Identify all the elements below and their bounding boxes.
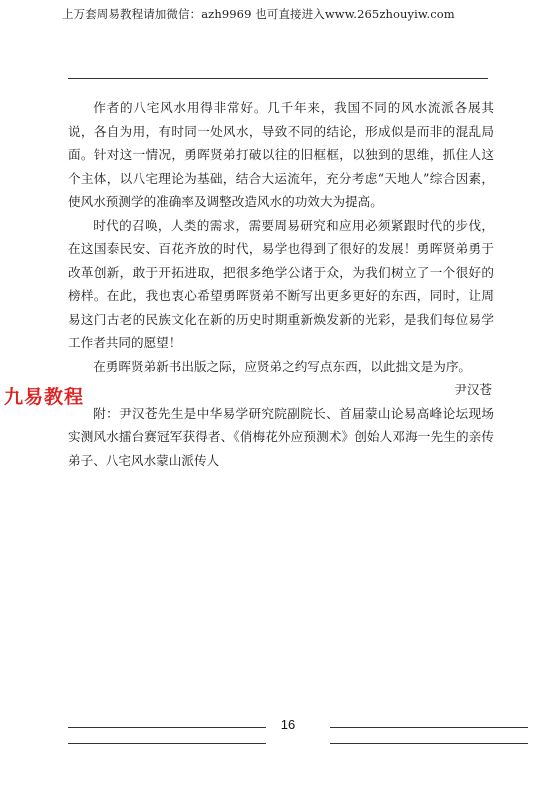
header-rule [68, 78, 488, 79]
author-line [68, 378, 494, 402]
paragraph-2: 时代的召唤，人类的需求，需要周易研究和应用必须紧跟时代的步伐，在这国泰民安、百花齐放的时代，易学也得到了很好的发展！勇晖贤弟勇于改革创新，敢于开拓进取，把很多绝学公诸于众，为我们树立了一个很好的榜样。在此，我也衷心希望勇晖贤弟不断写出更多更好的东西，同时，让周易这门古老的民族文化在新的历史时期重新焕发新的光彩，是我们每位易学工作者共同的愿望！ [68, 217, 494, 350]
footer-rule-top-left [68, 727, 266, 728]
author-appendix: 附：尹汉苍先生是中华易学研究院副院长、首届蒙山论易高峰论坛现场实测风水擂台赛冠军获得者、《俏梅花外应预测术》创始人邓海一先生的亲传弟子、八宅风水蒙山派传人 [68, 405, 494, 468]
paragraph-1: 作者的八宅风水用得非常好。几千年来，我国不同的风水流派各展其说，各自为用，有时同一处风水，导致不同的结论，形成似是而非的混乱局面。针对这一情况，勇晖贤弟打破以往的旧框框，以独到的思维，抓住人这个主体，以八宅理论为基础，结合大运流年，充分考虑“天地人”综合因素，使风水预测学的准确率及调整改造风水的功效大为提高。 [68, 100, 494, 209]
preface-body [68, 96, 494, 472]
paragraph-3: 在勇晖贤弟新书出版之际，应贤弟之约写点东西，以此拙文是为序。 [93, 358, 471, 374]
watermark-logo: 九易教程 [4, 386, 85, 408]
header-note: 上万套周易教程请加微信：azh9969 也可直接进入www.265zhouyiw.com [62, 7, 455, 21]
footer-rule-bottom-right [330, 743, 528, 744]
footer-rule-top-right [330, 727, 528, 728]
footer-rule-bottom-left [68, 743, 266, 744]
author-name: 尹汉苍 [454, 382, 492, 397]
page-number: 16 [280, 717, 296, 732]
